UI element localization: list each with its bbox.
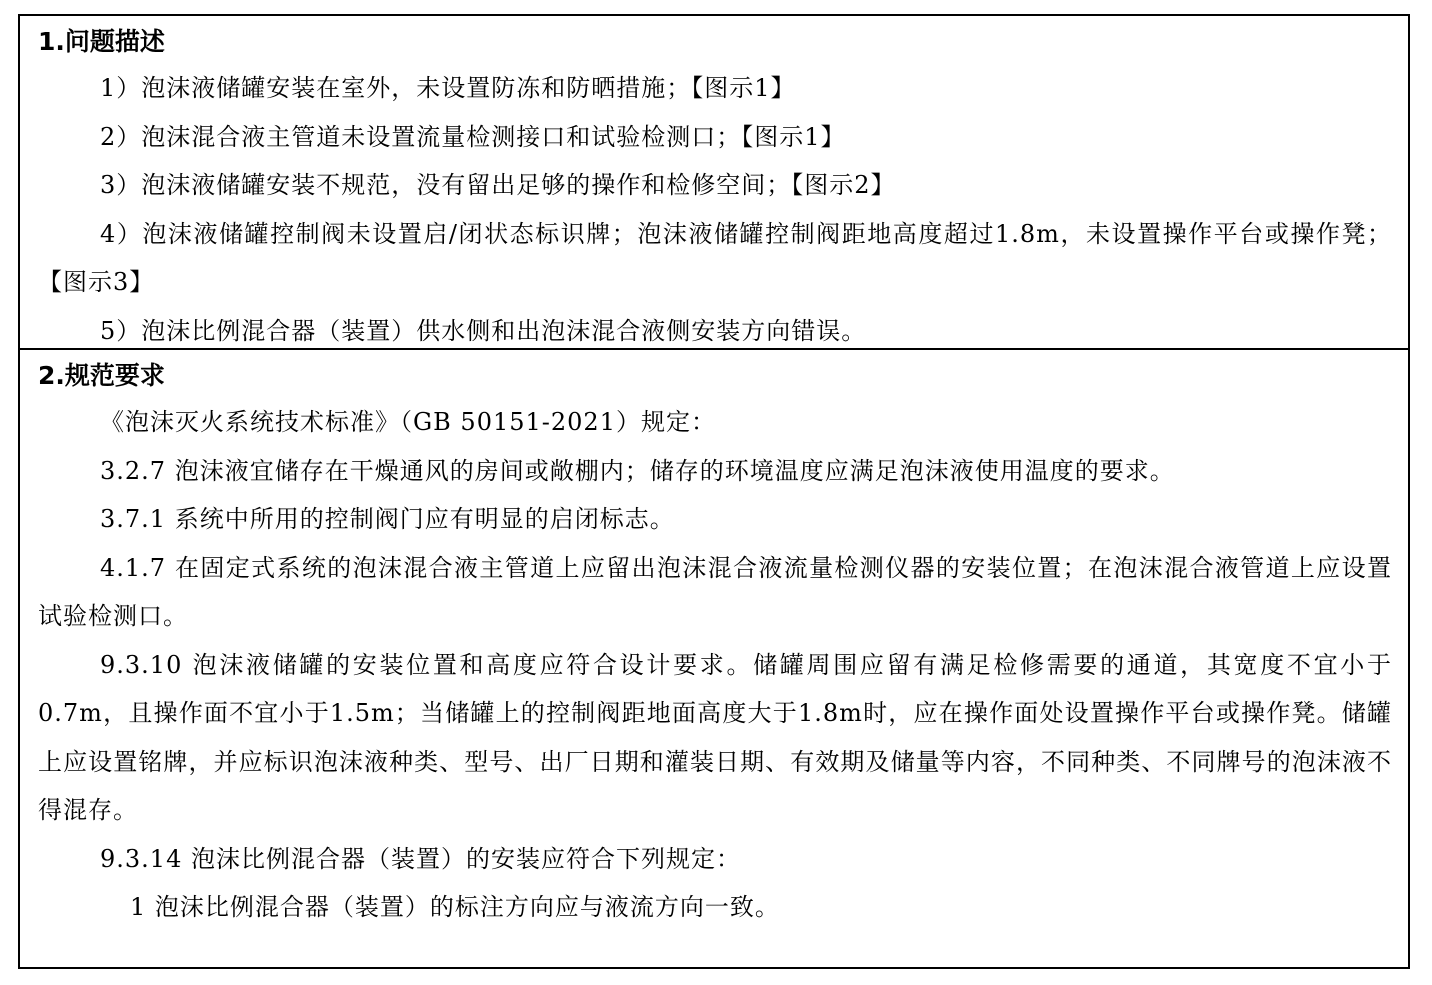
standard-intro: 《泡沫灭火系统技术标准》（GB 50151-2021）规定： xyxy=(100,408,716,436)
standard-sub-item: 1 泡沫比例混合器（装置）的标注方向应与液流方向一致。 xyxy=(130,893,780,921)
problem-item: 3）泡沫液储罐安装不规范，没有留出足够的操作和检修空间；【图示2】 xyxy=(100,171,896,199)
section-heading-problem: 1.问题描述 xyxy=(38,27,165,56)
problem-item: 4）泡沫液储罐控制阀未设置启/闭状态标识牌；泡沫液储罐控制阀距地高度超过1.8m，未设置操作平台或操作凳；【图示3】 xyxy=(38,219,1392,296)
standard-clause: 9.3.14 泡沫比例混合器（装置）的安装应符合下列规定： xyxy=(100,844,741,873)
section-heading-standard: 2.规范要求 xyxy=(38,361,165,390)
problem-item: 5）泡沫比例混合器（装置）供水侧和出泡沫混合液侧安装方向错误。 xyxy=(100,316,867,345)
standard-clause: 3.2.7 泡沫液宜储存在干燥通风的房间或敞棚内；储存的环境温度应满足泡沫液使用温度的要求。 xyxy=(100,456,1175,485)
standard-requirements-cell xyxy=(20,350,1408,967)
document-table xyxy=(18,14,1410,969)
problem-item: 2）泡沫混合液主管道未设置流量检测接口和试验检测口；【图示1】 xyxy=(100,122,846,151)
standard-clause: 4.1.7 在固定式系统的泡沫混合液主管道上应留出泡沫混合液流量检测仪器的安装位置；在泡沫混合液管道上应设置试验检测口。 xyxy=(38,553,1392,630)
standard-clause: 9.3.10 泡沫液储罐的安装位置和高度应符合设计要求。储罐周围应留有满足检修需要的通道，其宽度不宜小于0.7m，且操作面不宜小于1.5m；当储罐上的控制阀距地面高度大于1.8m时，应在操作面处设置操作平台或操作凳。储罐上应设置铭牌，并应标识泡沫液种类、型号、出厂日期和灌装日期、有效期及储量等内容，不同种类、不同牌号的泡沫液不得混存。 xyxy=(38,650,1392,824)
problem-item: 1）泡沫液储罐安装在室外，未设置防冻和防晒措施；【图示1】 xyxy=(100,74,796,102)
standard-clause: 3.7.1 系统中所用的控制阀门应有明显的启闭标志。 xyxy=(100,505,675,533)
problem-description-cell xyxy=(20,16,1408,350)
